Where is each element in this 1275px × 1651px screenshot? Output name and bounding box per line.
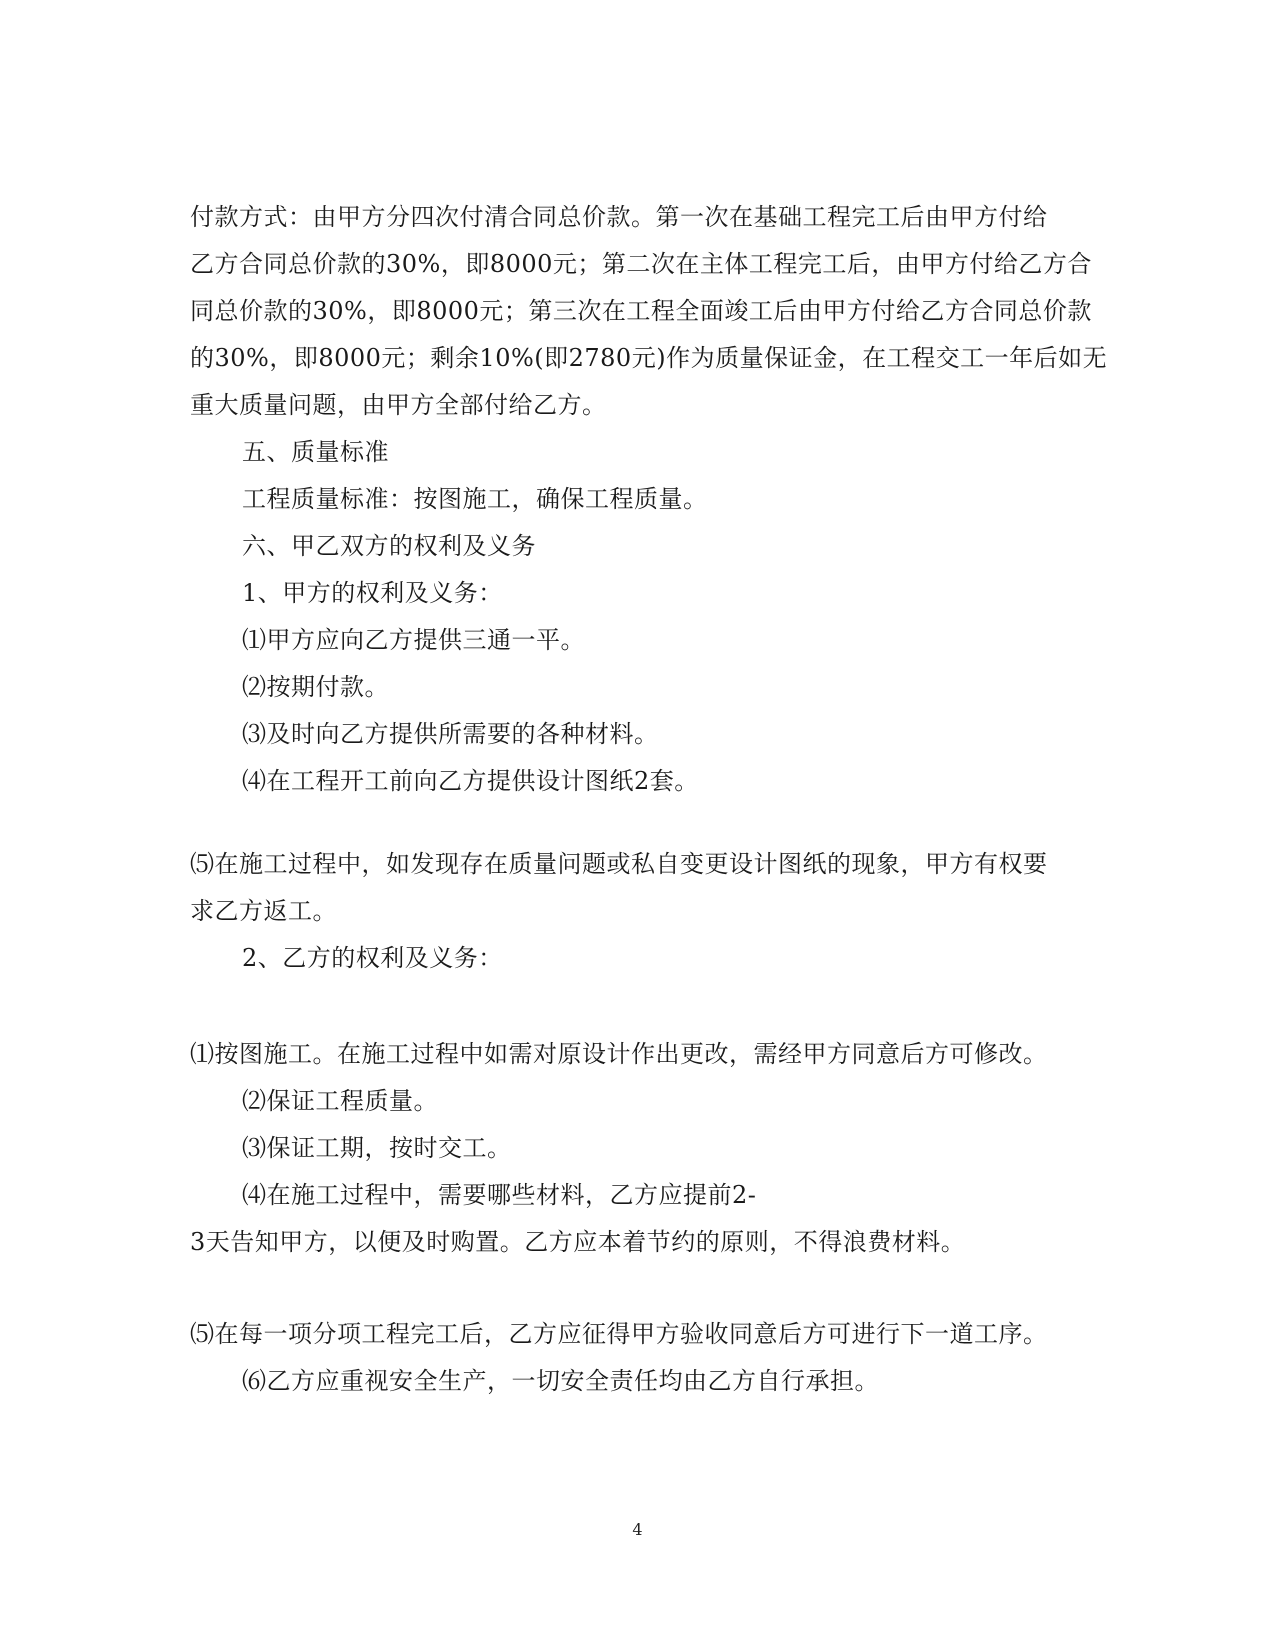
subsection-heading-party-b: 2、乙方的权利及义务：: [242, 944, 503, 972]
party-a-item-1: ⑴甲方应向乙方提供三通一平。: [242, 626, 585, 654]
party-b-item-5: ⑸在每一项分项工程完工后，乙方应征得甲方验收同意后方可进行下一道工序。: [190, 1320, 1048, 1348]
paragraph-payment-line-1: 付款方式：由甲方分四次付清合同总价款。第一次在基础工程完工后由甲方付给: [190, 203, 1048, 231]
party-b-item-1: ⑴按图施工。在施工过程中如需对原设计作出更改，需经甲方同意后方可修改。: [190, 1040, 1048, 1068]
paragraph-payment-line-2: 乙方合同总价款的30%，即8000元；第二次在主体工程完工后，由甲方付给乙方合: [190, 250, 1092, 278]
paragraph-payment-line-4: 的30%，即8000元；剩余10%(即2780元)作为质量保证金，在工程交工一年后如无: [190, 344, 1108, 372]
party-a-item-5-line-1: ⑸在施工过程中，如发现存在质量问题或私自变更设计图纸的现象，甲方有权要: [190, 850, 1048, 878]
party-b-item-6: ⑹乙方应重视安全生产，一切安全责任均由乙方自行承担。: [242, 1367, 879, 1395]
paragraph-payment-line-5: 重大质量问题，由甲方全部付给乙方。: [190, 391, 607, 419]
party-a-item-2: ⑵按期付款。: [242, 673, 389, 701]
party-b-item-4-line-1: ⑷在施工过程中，需要哪些材料，乙方应提前2-: [242, 1181, 757, 1209]
section-heading-quality-standard: 五、质量标准: [242, 438, 389, 466]
page-number: 4: [632, 1520, 643, 1539]
party-a-item-3: ⑶及时向乙方提供所需要的各种材料。: [242, 720, 659, 748]
party-b-item-4-line-2: 3天告知甲方，以便及时购置。乙方应本着节约的原则，不得浪费材料。: [190, 1228, 966, 1256]
section-heading-rights-obligations: 六、甲乙双方的权利及义务: [242, 532, 536, 560]
party-a-item-5-line-2: 求乙方返工。: [190, 897, 337, 925]
party-a-item-4: ⑷在工程开工前向乙方提供设计图纸2套。: [242, 767, 699, 795]
party-b-item-3: ⑶保证工期，按时交工。: [242, 1134, 512, 1162]
paragraph-quality-standard: 工程质量标准：按图施工，确保工程质量。: [242, 485, 708, 513]
paragraph-payment-line-3: 同总价款的30%，即8000元；第三次在工程全面竣工后由甲方付给乙方合同总价款: [190, 297, 1092, 325]
party-b-item-2: ⑵保证工程质量。: [242, 1087, 438, 1115]
subsection-heading-party-a: 1、甲方的权利及义务：: [242, 579, 503, 607]
